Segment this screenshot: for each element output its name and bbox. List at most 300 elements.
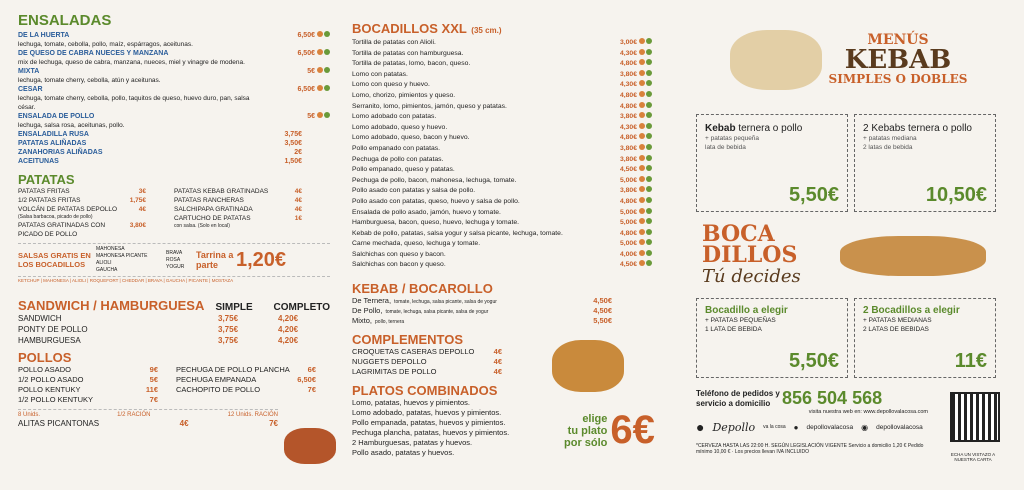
ensalada-simple-item — [18, 130, 302, 139]
complemento-name: NUGGETS DEPOLLO — [352, 357, 427, 367]
patatas-name: PATATAS FRITAS — [18, 188, 70, 195]
allergen-icon — [324, 85, 330, 91]
patatas-left-list — [18, 187, 146, 239]
bocadillo-price: 4,80€ — [619, 197, 637, 205]
bocad2-title: 2 Bocadillos a elegir — [863, 305, 960, 316]
kebab-desc: pollo, ternera — [375, 319, 405, 326]
bocadillo-name: Serranito, lomo, pimientos, jamón, queso y patatas. — [352, 102, 507, 110]
allergen-icon — [639, 250, 645, 256]
kebab1-title: Kebab — [705, 123, 736, 134]
bocad2-l2: 2 LATAS DE BEBIDAS — [863, 326, 929, 333]
pollo-item — [18, 375, 158, 385]
bocadillo-item — [352, 165, 652, 176]
allergen-icon — [639, 59, 645, 65]
allergen-icon — [646, 59, 652, 65]
col-simple: SIMPLE — [215, 302, 253, 313]
allergen-icon — [646, 260, 652, 266]
allergen-icon — [646, 123, 652, 129]
bocadillo-price: 3,80€ — [619, 187, 637, 195]
allergen-icon — [639, 80, 645, 86]
allergen-icons — [639, 123, 652, 129]
allergen-icon — [646, 229, 652, 235]
allergen-icon — [639, 112, 645, 118]
allergen-icon — [639, 70, 645, 76]
complemento-price: 4€ — [493, 357, 502, 367]
bocadillos-list — [352, 38, 662, 271]
allergen-icon — [317, 67, 323, 73]
bocadillo-item — [352, 186, 652, 197]
bocadillo-name: Carne mechada, queso, lechuga y tomate. — [352, 240, 481, 248]
allergen-icon — [639, 49, 645, 55]
plato-item: 2 Hamburguesas, patatas y huevos. — [352, 438, 473, 448]
tarrina-price: 1,20€ — [236, 248, 287, 271]
complementos-list — [352, 347, 502, 377]
facebook-icon[interactable]: ● — [793, 422, 799, 432]
pollo-price: 5€ — [149, 375, 158, 384]
pollo-name: CACHOPITO DE POLLO — [176, 385, 261, 394]
bocad1-l2: 1 LATA DE BEBIDA — [705, 326, 762, 333]
allergen-icon — [639, 165, 645, 171]
allergen-icon — [317, 31, 323, 37]
bocadillos-title: BOCADILLOS XXL — [352, 21, 467, 36]
sandwich-name: PONTY DE POLLO — [18, 325, 88, 334]
salsas-list-2 — [166, 250, 196, 271]
allergen-icon — [639, 123, 645, 129]
patatas-note: con salsa. (Solo en local) — [174, 223, 230, 229]
bocadillo-item — [352, 133, 652, 144]
bocadillo-price: 4,50€ — [619, 166, 637, 174]
pollo-name: 1/2 POLLO KENTUKY — [18, 395, 94, 404]
sandwich-completo: 4,20€ — [278, 314, 299, 323]
kebab-item — [352, 296, 612, 306]
bocadillo-name: Pollo empanado con patatas. — [352, 144, 441, 152]
ensalada-price: 6,50€ — [297, 86, 315, 93]
ensalada-name: MIXTA — [18, 68, 40, 75]
allergen-icon — [646, 197, 652, 203]
simple-name: PATATAS ALIÑADAS — [18, 140, 87, 147]
sandwich-completo: 4,20€ — [278, 325, 299, 334]
bocadillo-price: 3,80€ — [619, 70, 637, 78]
allergen-icon — [646, 91, 652, 97]
plato-item: Pollo asado, patatas y huevos. — [352, 448, 455, 458]
bocadillo-item — [352, 38, 652, 49]
kebab-list — [352, 296, 662, 326]
ensalada-desc: lechuga, salsa rosa, aceitunas, pollo. — [18, 122, 125, 129]
allergen-icon — [639, 197, 645, 203]
bocadillo-price: 5,00€ — [619, 240, 637, 248]
bocadillo-price: 4,80€ — [619, 229, 637, 237]
pollo-name: POLLO KENTUKY — [18, 385, 81, 394]
sandwich-name: SANDWICH — [18, 314, 62, 323]
ensalada-name: DE QUESO DE CABRA NUECES Y MANZANA — [18, 50, 169, 57]
allergen-icons — [639, 80, 652, 86]
pollos-right-list — [176, 365, 316, 405]
alitas-row — [18, 409, 278, 428]
bocadillo-name: Kebab de pollo, patatas, salsa yogur y salsa picante, lechuga, tomate. — [352, 229, 563, 237]
boca-title-3: Tú decides — [702, 266, 801, 287]
col-completo: COMPLETO — [273, 302, 330, 313]
bocad2-l1: + PATATAS MEDIANAS — [863, 317, 932, 324]
promo-price: 6€ — [610, 408, 655, 452]
allergen-icon — [639, 144, 645, 150]
platos-title: PLATOS COMBINADOS — [352, 383, 498, 399]
allergen-icons — [639, 144, 652, 150]
patatas-price: 1€ — [294, 215, 302, 222]
allergen-icons — [639, 133, 652, 139]
menus-header — [798, 32, 998, 86]
bocadillo-price: 3,00€ — [619, 39, 637, 46]
salsa-item: BRAVA — [166, 249, 183, 256]
patatas-price: 4€ — [294, 188, 302, 195]
sandwich-item — [18, 324, 330, 335]
plato-item: Pechuga plancha, patatas, huevos y pimientos. — [352, 428, 510, 438]
allergen-icon — [646, 250, 652, 256]
ensalada-price: 6,50€ — [297, 50, 315, 57]
sandwich-name: HAMBURGUESA — [18, 336, 81, 345]
alitas-name: ALITAS PICANTONAS — [18, 419, 100, 428]
allergen-icon — [646, 186, 652, 192]
salsa-item: YOGUR — [166, 263, 185, 270]
social-facebook[interactable]: depollovalacosa — [806, 423, 854, 431]
ensalada-name: DE LA HUERTA — [18, 32, 70, 39]
allergen-icons — [639, 91, 652, 97]
promo-line-3: por sólo — [564, 436, 608, 449]
menus-title-1: MENÚS — [867, 32, 929, 48]
alitas-c1: 8 Unids. — [18, 412, 41, 418]
simple-name: ZANAHORIAS ALIÑADAS — [18, 149, 103, 156]
instagram-icon[interactable]: ◉ — [861, 422, 869, 432]
kebab2-l2: 2 latas de bebida — [863, 144, 913, 151]
bocadillo-price: 4,30€ — [619, 49, 637, 57]
bocadillo-price: 5,00€ — [619, 208, 637, 216]
kebab2-price: 10,50€ — [925, 184, 987, 206]
pollo-name: PECHUGA EMPANADA — [176, 375, 257, 384]
patatas-item — [174, 205, 302, 214]
ensalada-item — [18, 31, 330, 40]
alitas-c2: 1/2 RACIÓN — [117, 412, 151, 418]
kebab-desc: tomate, lechuga, salsa picante, salsa de yogur — [385, 309, 489, 316]
sandwich-simple: 3,75€ — [218, 325, 239, 334]
bocadillo-name: Pechuga de pollo, bacon, mahonesa, lechuga, tomate. — [352, 176, 517, 184]
bocadillo-item — [352, 208, 652, 219]
allergen-icon — [646, 70, 652, 76]
alitas-p3: 7€ — [269, 419, 278, 428]
allergen-icon — [324, 112, 330, 118]
chicken-wings-image — [284, 428, 336, 464]
bocadillo-item — [352, 176, 652, 187]
bocad1-price: 5,50€ — [788, 350, 839, 372]
pollo-name: PECHUGA DE POLLO PLANCHA — [176, 365, 290, 374]
allergen-icon — [639, 102, 645, 108]
allergen-icon — [639, 38, 645, 44]
brand-name: Depollo — [712, 420, 756, 434]
allergen-icons — [639, 59, 652, 65]
plato-item: Lomo adobado, patatas, huevos y pimientos. — [352, 408, 502, 418]
plato-item: Lomo, patatas, huevos y pimientos. — [352, 398, 470, 408]
allergen-icons — [317, 31, 330, 37]
pollos-left-list — [18, 365, 158, 405]
bocadillos-header — [702, 221, 801, 287]
patatas-right-list — [174, 187, 302, 239]
salsa-item: ALIOLI — [96, 260, 112, 266]
contact-footnote: *CERVEZA HASTA LAS 22:00 H. SEGÚN LEGISLACIÓN VIGENTE Servicio a domicilio 1,20 € Pedido mínimo 10,00 € · Los precios llevan IVA INCLUIDO — [696, 443, 924, 455]
simple-price: 3,50€ — [284, 140, 302, 147]
bocadillo-name: Tortilla de patatas con Alioli. — [352, 39, 436, 46]
allergen-icons — [317, 112, 330, 118]
ensaladas-simple-list — [18, 130, 330, 166]
allergen-icon — [646, 165, 652, 171]
allergen-icons — [639, 208, 652, 214]
salsa-item: MAHONESA PICANTE — [96, 253, 148, 259]
allergen-icon — [646, 38, 652, 44]
boca-title-2: DILLOS — [702, 242, 798, 268]
bocadillo-name: Pechuga de pollo con patatas. — [352, 155, 444, 163]
allergen-icons — [317, 49, 330, 55]
kebab-name: De Ternera, — [352, 296, 392, 306]
allergen-icon — [646, 239, 652, 245]
salsas-footnote: KETCHUP | MAHONESA | ALIOLI | ROQUEFORT | CHEDDAR | BRAVA | GAUCHA | PICANTE | MOSTAZA — [18, 278, 234, 283]
patatas-name: PATATAS KEBAB GRATINADAS — [174, 188, 269, 195]
patatas-name: PATATAS GRATINADAS CON PICADO DE POLLO — [18, 222, 106, 238]
ensalada-simple-item — [18, 148, 302, 157]
complemento-item — [352, 367, 502, 377]
contact-phone[interactable]: 856 504 568 — [782, 388, 883, 408]
contact-label: Teléfono de pedidos y servicio a domicilio — [696, 388, 780, 408]
kebab-menu-box-1 — [696, 114, 848, 212]
allergen-icons — [639, 155, 652, 161]
allergen-icons — [317, 67, 330, 73]
patatas-price: 1,75€ — [129, 197, 146, 204]
alitas-c3: 12 Unids. RACIÓN — [227, 412, 278, 418]
bocadillo-price: 4,50€ — [619, 261, 637, 269]
patatas-price: 3,80€ — [129, 222, 146, 229]
contact-panel — [696, 388, 928, 455]
allergen-icon — [639, 91, 645, 97]
allergen-icons — [639, 70, 652, 76]
bocadillo-price: 4,80€ — [619, 91, 637, 99]
social-instagram[interactable]: depollovalacosa — [876, 423, 923, 431]
menus-title-3: SIMPLES O DOBLES — [828, 72, 968, 86]
allergen-icons — [639, 229, 652, 235]
allergen-icons — [639, 165, 652, 171]
kebab1-l2: lata de bebida — [705, 144, 746, 151]
kebab-menu-box-2 — [854, 114, 996, 212]
salsa-item: MAHONESA — [96, 246, 125, 252]
bocadillo-item — [352, 80, 652, 91]
ensalada-desc: mix de lechuga, queso de cabra, manzana, nueces, miel y vinagre de modena. — [18, 59, 245, 66]
sandwich-completo: 4,20€ — [278, 336, 299, 345]
allergen-icon — [646, 112, 652, 118]
patatas-item — [18, 196, 146, 205]
kebab1-title-2: ternera o pollo — [738, 123, 803, 134]
allergen-icons — [639, 218, 652, 224]
bocadillo-price: 3,80€ — [619, 155, 637, 163]
patatas-name: SALCHIPAPA GRATINADA — [174, 206, 253, 213]
pollo-item — [176, 385, 316, 395]
allergen-icon — [639, 176, 645, 182]
bocadillo-price: 4,80€ — [619, 134, 637, 142]
ensalada-desc: lechuga, tomate cherry, cebolla, pollo, taquitos de queso, huevo duro, pan, salsa césar. — [18, 95, 250, 111]
bocadillo-price: 4,30€ — [619, 123, 637, 131]
bocadillo-item — [352, 144, 652, 155]
column-left — [18, 0, 330, 428]
bocadillo-menu-box-1 — [696, 298, 848, 378]
bocad2-price: 11€ — [954, 350, 987, 372]
ensalada-item — [18, 112, 330, 121]
bocadillo-name: Pollo asado con patatas, queso, huevo y salsa de pollo. — [352, 197, 520, 205]
ensaladas-title: ENSALADAS — [18, 12, 112, 29]
bocadillo-item — [352, 250, 652, 261]
allergen-icons — [639, 38, 652, 44]
ensalada-price: 5€ — [307, 113, 315, 120]
pollo-item — [176, 365, 316, 375]
sandwich-item — [18, 313, 330, 324]
allergen-icon — [646, 144, 652, 150]
ensalada-item — [18, 67, 330, 76]
ensalada-name: ENSALADA DE POLLO — [18, 113, 95, 120]
ensalada-simple-item — [18, 139, 302, 148]
bocad1-title: Bocadillo a elegir — [705, 305, 788, 316]
bocadillos-subtitle: (35 cm.) — [471, 26, 502, 35]
allergen-icon — [317, 85, 323, 91]
sandwich-item — [18, 335, 330, 346]
bocadillo-name: Hamburguesa, bacon, queso, huevo, lechuga y tomate. — [352, 219, 520, 227]
bocadillo-item — [352, 59, 652, 70]
promo-line-1: elige — [582, 412, 608, 425]
patatas-item — [18, 221, 146, 239]
allergen-icon — [646, 49, 652, 55]
bocadillo-name: Lomo, chorizo, pimientos y queso. — [352, 91, 456, 99]
bocadillo-price: 4,30€ — [619, 81, 637, 89]
simple-name: ACEITUNAS — [18, 158, 59, 165]
column-middle — [352, 0, 662, 458]
pollo-item — [176, 375, 316, 385]
simple-price: 1,50€ — [284, 158, 302, 165]
salsas-panel — [18, 243, 330, 277]
ensaladas-list — [18, 31, 330, 130]
bocadillo-item — [352, 155, 652, 166]
bocadillo-name: Tortilla de patatas con hamburguesa. — [352, 49, 464, 57]
pollo-item — [18, 365, 158, 375]
qr-caption: ECHA UN VISTAZO A NUESTRA CARTA — [950, 452, 996, 462]
kebab-price: 4,50€ — [593, 306, 612, 316]
patatas-name: 1/2 PATATAS FRITAS — [18, 197, 81, 204]
boca-title-1: BOCA — [702, 221, 775, 247]
pollo-price: 11€ — [145, 385, 158, 394]
patatas-price: 4€ — [294, 206, 302, 213]
allergen-icon — [646, 155, 652, 161]
allergen-icon — [317, 112, 323, 118]
bocadillo-image — [840, 236, 986, 276]
sandwich-simple: 3,75€ — [218, 336, 239, 345]
ensalada-desc: lechuga, tomate cherry, cebolla, atún y aceitunas. — [18, 77, 161, 84]
kebab-item — [352, 316, 612, 326]
column-right — [680, 0, 1010, 490]
pollo-price: 9€ — [149, 365, 158, 374]
promo-plato — [564, 408, 664, 453]
bocadillo-item — [352, 91, 652, 102]
contact-web[interactable]: visita nuestra web en: www.depollovalacosa.com — [808, 409, 928, 415]
menus-title-2: KEBAB — [844, 45, 952, 75]
pollo-name: 1/2 POLLO ASADO — [18, 375, 84, 384]
allergen-icons — [639, 49, 652, 55]
patatas-price: 3€ — [138, 188, 146, 195]
patatas-price: 4€ — [138, 206, 146, 213]
kebab1-l1: + patatas pequeña — [705, 135, 760, 142]
bocadillo-item — [352, 70, 652, 81]
bocadillo-name: Lomo adobado, queso, bacon y huevo. — [352, 134, 470, 142]
bocadillo-item — [352, 239, 652, 250]
bocadillo-name: Tortilla de patatas, lomo, bacon, queso. — [352, 60, 471, 68]
allergen-icon — [646, 133, 652, 139]
allergen-icon — [646, 80, 652, 86]
allergen-icon — [646, 218, 652, 224]
patatas-name: CARTUCHO DE PATATAS — [174, 215, 251, 222]
simple-name: ENSALADILLA RUSA — [18, 131, 89, 138]
patatas-item — [174, 214, 302, 223]
ensalada-price: 5€ — [307, 68, 315, 75]
pollo-item — [18, 385, 158, 395]
allergen-icons — [639, 186, 652, 192]
allergen-icons — [639, 102, 652, 108]
allergen-icons — [639, 112, 652, 118]
bocadillo-name: Lomo con patatas. — [352, 70, 408, 78]
allergen-icon — [646, 176, 652, 182]
kebab-price: 4,50€ — [593, 296, 612, 306]
pollo-price: 6€ — [307, 365, 316, 374]
allergen-icons — [317, 85, 330, 91]
patatas-name: VOLCÁN DE PATATAS DEPOLLO — [18, 206, 118, 213]
complemento-item — [352, 357, 502, 367]
pollo-price: 7€ — [149, 395, 158, 404]
bocadillo-item — [352, 102, 652, 113]
tarrina-label: Tarrina a parte — [196, 250, 234, 270]
patatas-price: 4€ — [294, 197, 302, 204]
allergen-icon — [324, 31, 330, 37]
kebab2-title-2: ternera o pollo — [908, 123, 972, 134]
kebab1-price: 5,50€ — [788, 184, 839, 206]
allergen-icon — [639, 239, 645, 245]
allergen-icons — [639, 197, 652, 203]
plato-item: Pollo empanada, patatas, huevos y pimientos. — [352, 418, 506, 428]
salsa-item: GAUCHA — [96, 267, 118, 273]
bocadillo-price: 5,00€ — [619, 176, 637, 184]
pollo-price: 6,50€ — [297, 375, 316, 384]
qr-code[interactable] — [950, 392, 1000, 442]
complemento-price: 4€ — [493, 347, 502, 357]
bocadillo-price: 5,00€ — [619, 219, 637, 227]
alitas-p2: 4€ — [179, 419, 189, 428]
bocadillo-name: Pollo asado con patatas y salsa de pollo. — [352, 187, 476, 195]
bocadillo-price: 3,80€ — [619, 144, 637, 152]
sandwich-list — [18, 313, 330, 346]
allergen-icon — [639, 229, 645, 235]
rooster-logo-icon: ● — [696, 419, 705, 435]
allergen-icon — [639, 186, 645, 192]
allergen-icon — [317, 49, 323, 55]
kebab-name: Mixto, — [352, 316, 373, 326]
bocadillo-item — [352, 49, 652, 60]
allergen-icon — [639, 155, 645, 161]
complemento-price: 4€ — [493, 367, 502, 377]
complemento-name: LAGRIMITAS DE POLLO — [352, 367, 437, 377]
complemento-name: CROQUETAS CASERAS DEPOLLO — [352, 347, 475, 357]
ensalada-desc: lechuga, tomate, cebolla, pollo, maíz, espárragos, aceitunas. — [18, 41, 193, 48]
salsas-list-1 — [96, 246, 166, 274]
bocadillo-name: Lomo adobado, queso y huevo. — [352, 123, 448, 131]
allergen-icon — [646, 102, 652, 108]
allergen-icon — [639, 208, 645, 214]
